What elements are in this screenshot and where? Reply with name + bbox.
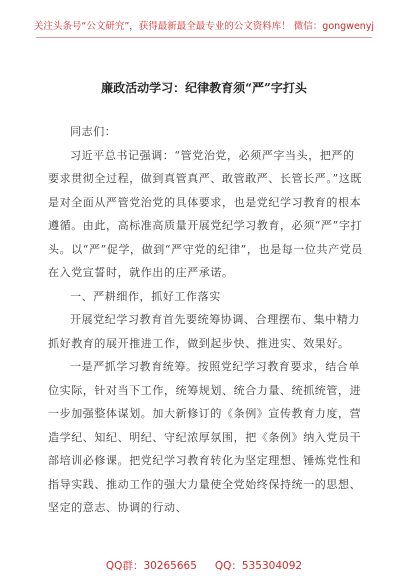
- header-promo: 关注头条号“公文研究”，获得最新最全最专业的公文资料库！ 微信：gongwenyj: [33, 21, 375, 32]
- section-heading: 一、严耕细作，抓好工作落实: [70, 289, 221, 303]
- header-divider: [36, 37, 372, 38]
- salutation: 同志们：: [70, 125, 117, 138]
- footer-qq-group: QQ群：30265665: [105, 560, 197, 572]
- paragraph: 习近平总书记强调：“管党治党，必须严字当头，把严的要求贯彻全过程，做到真管真严、敢管敢严、长管长严。”这既是对全面从严管党治党的具体要求，也是党纪学习教育的根本遵循。由此，高标准高质量开展党纪学习教育，必须“严”字打头。以“严”促学，做到“严守党的纪律”，也是每一位共产党员在入党宣誓时，就作出的庄严承诺。: [48, 148, 363, 279]
- footer-qq: QQ：535304092: [214, 560, 303, 572]
- paragraph: 开展党纪学习教育首先要统筹协调、合理摆布、集中精力抓好教育的展开推进工作，做到起步快、推进实、效果好。: [48, 313, 360, 350]
- document-title: 廉政活动学习：纪律教育须“严”字打头: [101, 81, 307, 95]
- paragraph: 一是严抓学习教育统筹。按照党纪学习教育要求，结合单位实际，针对当下工作，统筹规划、统合力量、统抓统管，进一步加强整体谋划。加大新修订的《条例》宣传教育力度，营造学纪、知纪、明纪、守纪浓厚氛围，把《条例》纳入党员干部培训必修课。把党纪学习教育转化为坚定理想、锤炼党性和指导实践、推动工作的强大力量使全党始终保持统一的思想、坚定的意志、协调的行动、: [48, 360, 362, 514]
- footer-contact: [0, 558, 408, 573]
- document-body: [48, 120, 366, 520]
